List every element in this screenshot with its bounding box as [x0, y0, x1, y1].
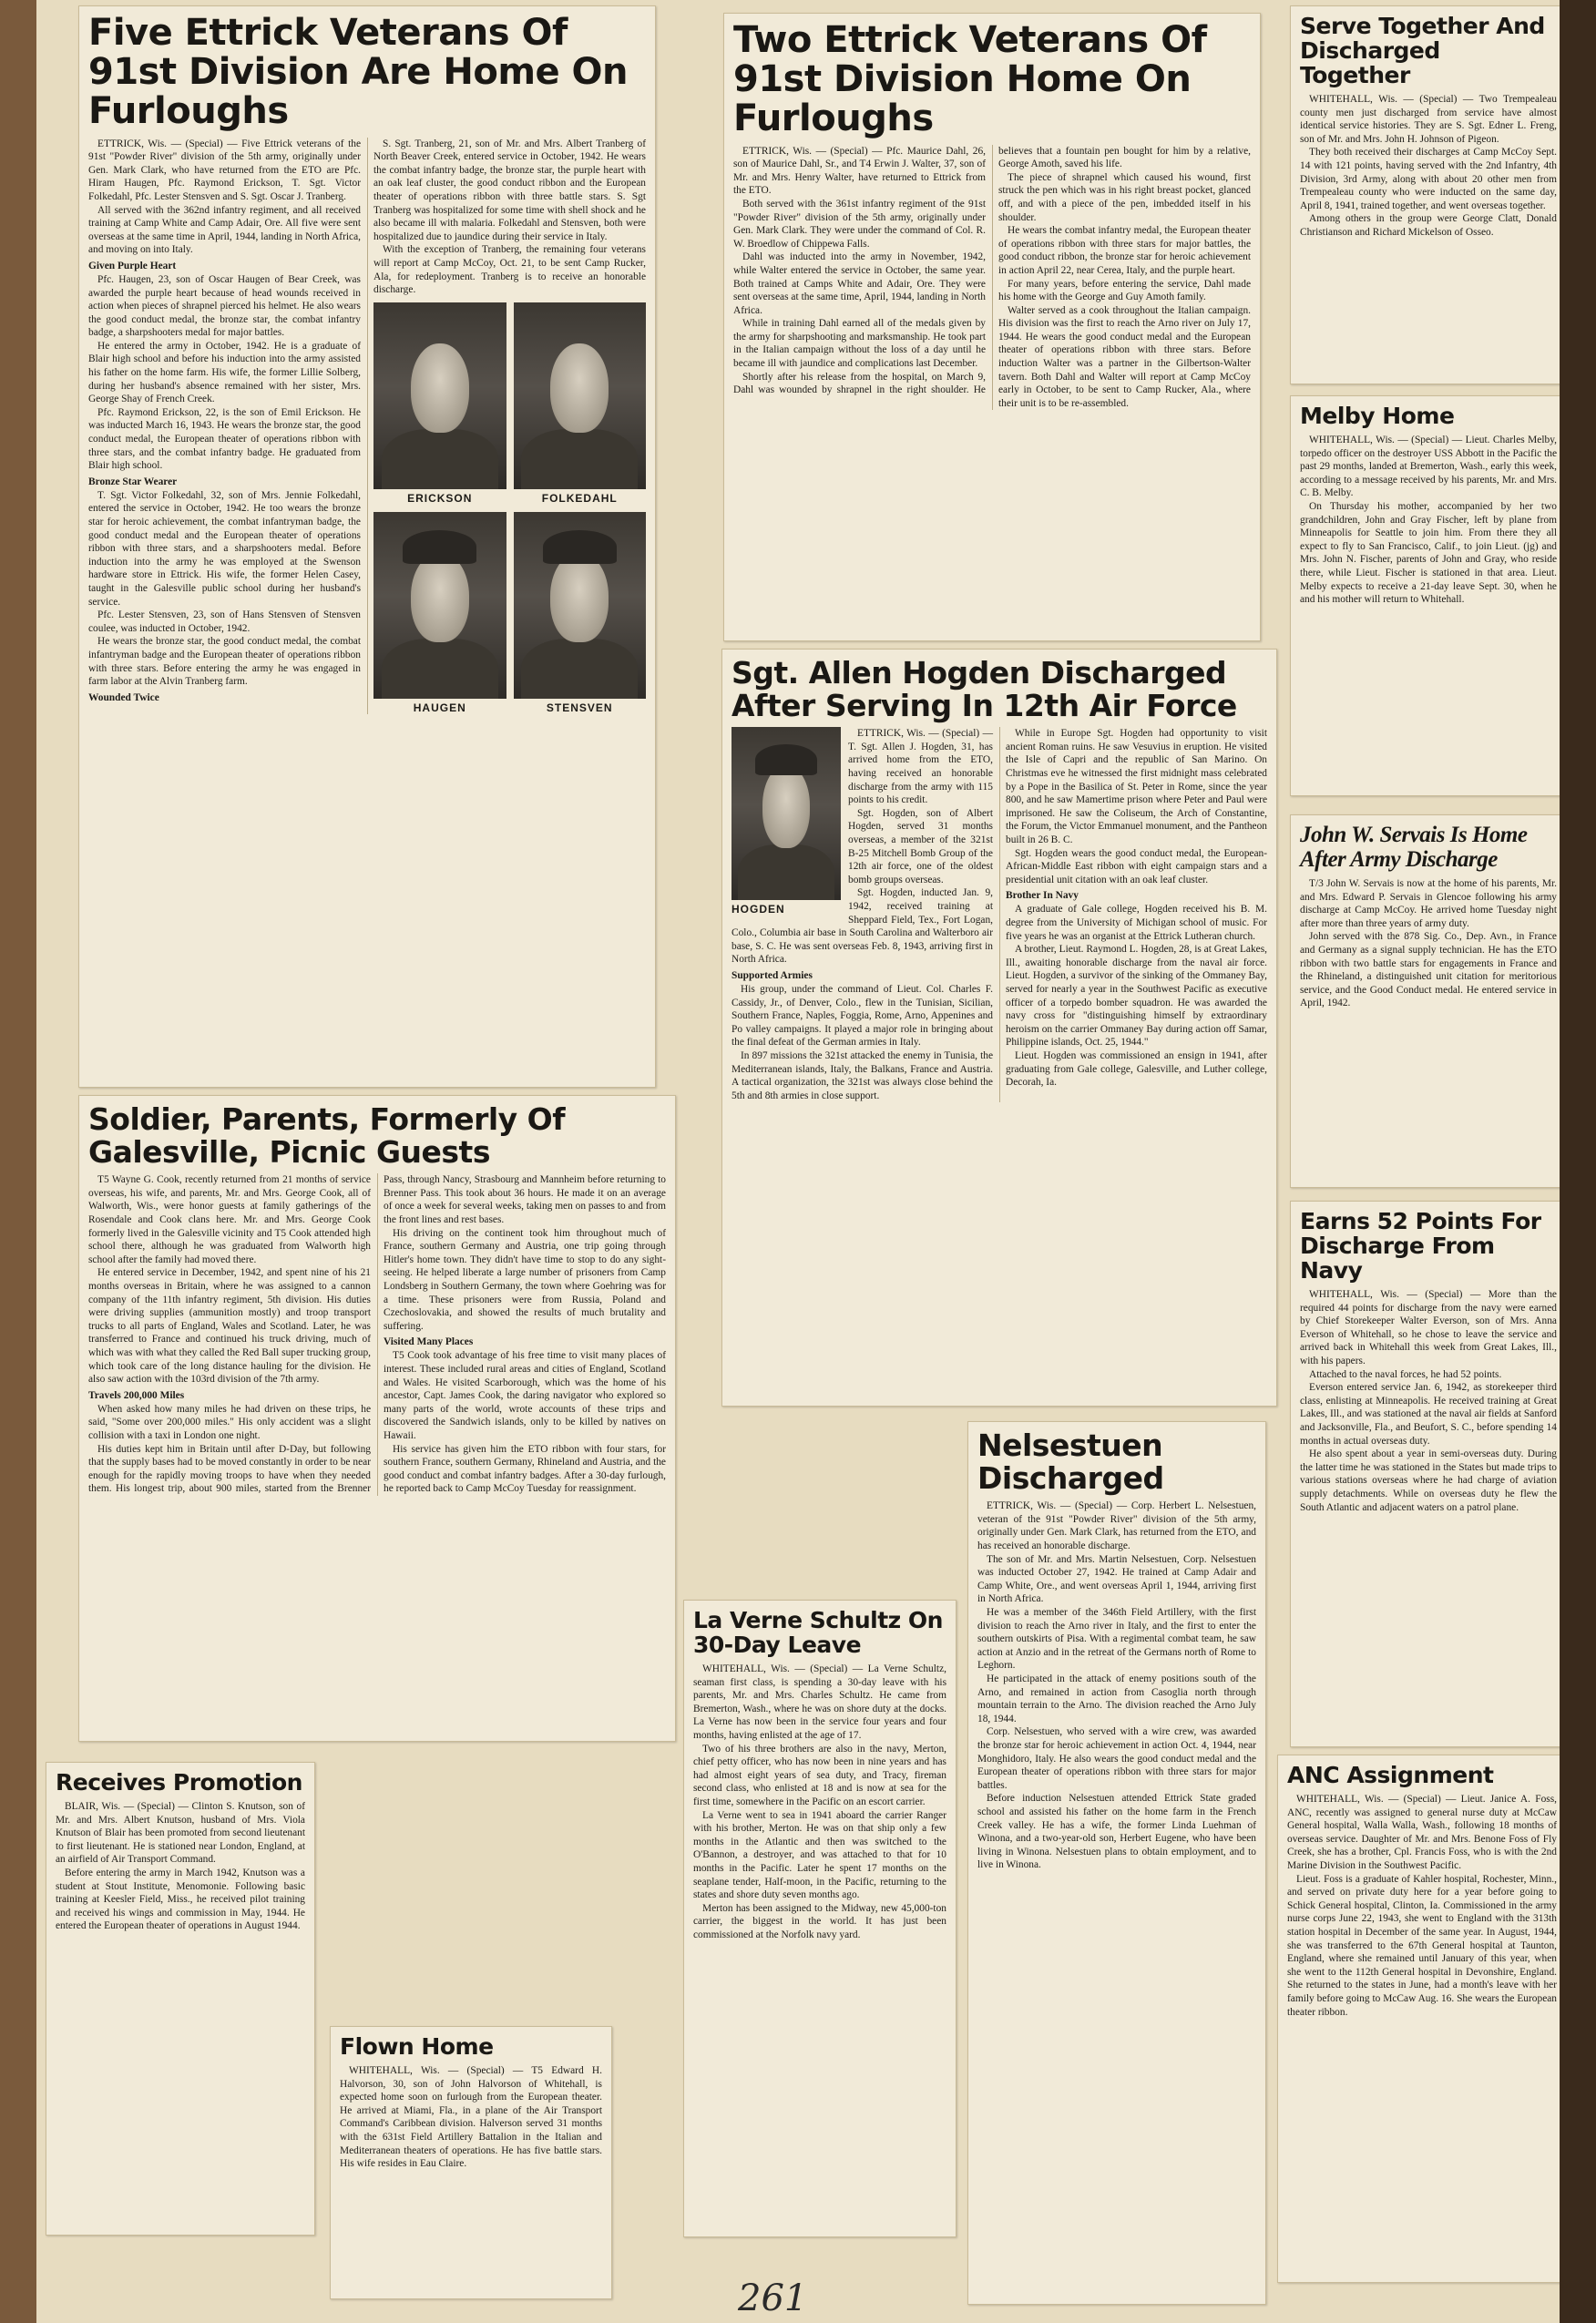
subheading: Supported Armies	[732, 969, 813, 981]
paragraph: His driving on the continent took him throughout much of France, southern Germany and Austria, one trip going through Hitler's home town. They didn't have time to stop to do any sight-seeing. He helped liberate a large number of prisoners from Camp Londsberg in Southern Germany, the town where Goehring was for a time. These prisoners were from Russia, Poland and Czechoslovakia, and showed the results of much brutality and suffering.	[384, 1227, 666, 1332]
article-la-verne-schultz	[683, 1600, 957, 2237]
subheading: Visited Many Places	[384, 1336, 474, 1348]
paragraph: Walter served as a cook throughout the Italian campaign. His division was the first to reach the Arno river on July 17, 1944. He wears the good conduct medal and the European theater of operations ribbon with three stars. Before induction Walter was a partner in the Gilbertson-Walter tavern. Both Dahl and Walter will report at Camp McCoy early in October, to be sent to Camp Rucker, Ala., where their unit is to be re-assembled.	[998, 304, 1251, 409]
paragraph: His service has given him the ETO ribbon with four stars, for southern France, southern Germany, Rhineland and Austria, and the good conduct and combat infantry badges. After a 30-day furlough, he reported back to Camp McCoy Tuesday for reassignment.	[384, 1443, 666, 1495]
article-five-ettrick-veterans	[78, 5, 656, 1088]
headline: Soldier, Parents, Formerly Of Galesville, Picnic Guests	[88, 1101, 566, 1170]
paragraph: WHITEHALL, Wis. — (Special) — More than the required 44 points for discharge from the navy were earned by Chief Storekeeper Walter Everson, son of Mrs. Anna Everson of Whitehall, so he chose to leave the service and arrived back in Whitehall this week from Great Lakes, Ill., with his papers.	[1300, 1289, 1557, 1366]
scanner-edge	[1560, 0, 1596, 2323]
page-number: 261	[738, 2277, 808, 2319]
headline: Five Ettrick Veterans Of 91st Division Are Home On Furloughs	[88, 12, 629, 133]
photo-hogden	[732, 727, 841, 916]
article-nelsestuen-discharged	[967, 1421, 1266, 2305]
paragraph: Lieut. Foss is a graduate of Kahler hospital, Rochester, Minn., and served on private duty here for a year before going to Schick General hospital, Clinton, Ia. Commissioned in the army nurse corps June 22, 1943, she went to England with the 313th station hospital in December of the same year. In August, 1944, she was transferred to the 67th General hospital at Taunton, England, where she remained until January of this year, when she went to the 112th General hospital in Devonshire, England. She returned to the states in June, had a month's leave with her family before going to McCaw Aug. 16. She wears the European theater ribbon.	[1287, 1873, 1557, 2018]
paragraph: Shortly after his release from the hospital, on March 9, Dahl was wounded by shrapnel in the right shoulder. He believes that a fountain pen bought for him by a relative, George Amoth, saved his life.	[733, 145, 1251, 396]
paragraph: Among others in the group were George Clatt, Donald Christianson and Richard Mickelson of Osseo.	[1300, 213, 1557, 238]
article-earns-52-points	[1290, 1201, 1567, 1747]
paragraph: He also spent about a year in semi-overseas duty. During the latter time he was stationed in the States but made trips to various stations overseas where he had charge of aviation supply detachments. While on overseas duty he flew the South Atlantic and adjacent waters on a patrol plane.	[1300, 1448, 1557, 1513]
paragraph: Merton has been assigned to the Midway, new 45,000-ton carrier, the biggest in the world. It has just been commissioned at the Norfolk navy yard.	[693, 1902, 946, 1940]
paragraph: John served with the 878 Sig. Co., Dep. Avn., in France and Germany as a signal supply technician. He has the ETO ribbon with two battle stars for engagements in France and the Rhineland, a distinguished unit citation for meritorious service, and the Good Conduct medal. He entered service in April, 1942.	[1300, 931, 1557, 1009]
photo-caption: FOLKEDAHL	[541, 491, 618, 505]
paragraph: Sgt. Hogden, son of Albert Hogden, served 31 months overseas, a member of the 321st B-25 Mitchell Bomb Group of the 12th air force, one of the oldest bomb groups overseas.	[848, 807, 993, 885]
paragraph: They both received their discharges at Camp McCoy Sept. 14 with 121 points, having served with the 2nd Infantry, 4th Division, 3rd Army, along with about 20 other men from Trempealeau county who were inducted on the same day, April 8, 1941, trained together, and went overseas together.	[1300, 147, 1557, 211]
photo-grid	[373, 302, 646, 714]
article-hogden-discharged	[721, 649, 1277, 1407]
paragraph: With the exception of Tranberg, the remaining four veterans will report at Camp McCoy, Oct. 21, to be sent Camp Rucker, Ala, for redeployment. Tranberg is to receive an honorable discharge.	[373, 244, 646, 296]
paragraph: A brother, Lieut. Raymond L. Hogden, 28, is at Great Lakes, Ill., awaiting honorable discharge from the naval air force. Lieut. Hogden, a survivor of the sinking of the Ommaney Bay, served for nearly a year in the Southwest Pacific as executive officer of a torpedo bomber squadron. He was awarded the navy cross for "distinguishing himself by extraordinary heroism on the carrier Ommaney Bay during action off Samar, Philippine islands, Oct. 25, 1944."	[1006, 944, 1267, 1049]
paragraph: He wears the combat infantry medal, the European theater of operations ribbon with three stars for major battles, the good conduct ribbon, the bronze star for heroic achievement in action April 22, near Cerea, Italy, and the purple heart.	[998, 225, 1251, 276]
paragraph: His duties kept him in Britain until after D-Day, but following that the supply bases had to be moved constantly in order to be near enough for the rapidly moving troops to have when they needed them. His longest trip, about 900 miles, started from the Brenner Pass, through Nancy, Strasbourg and Mannheim before returning to Brenner Pass. This took about 36 hours. He made it on an average of once a week for several weeks, taking men on passes to and from the front lines and rest bases.	[88, 1174, 666, 1495]
paragraph: Pfc. Raymond Erickson, 22, is the son of Emil Erickson. He was inducted March 16, 1943. He wears the bronze star, the good conduct medal, the European theater of operations ribbon with three stars, and the combat infantry badge. He graduated from Blair high school.	[88, 406, 361, 472]
headline: Nelsestuen Discharged	[977, 1428, 1164, 1496]
headline: ANC Assignment	[1287, 1762, 1494, 1788]
paragraph: The son of Mr. and Mrs. Martin Nelsestuen, Corp. Nelsestuen was inducted October 27, 1942. He trained at Camp Adair and Camp White, Ore., and went overseas April 1, 1944, arriving first in North Africa.	[977, 1553, 1256, 1605]
paragraph: T5 Cook took advantage of his free time to visit many places of interest. These included rural areas and cities of England, Scotland and Wales. He visited Scarborough, which was the home of his ancestor, Capt. James Cook, the daring navigator who explored so many parts of the world, wrote accounts of these trips and discovered the Sandwich islands, only to be killed by natives on Hawaii.	[384, 1350, 666, 1441]
paragraph: ETTRICK, Wis. — (Special) — T. Sgt. Allen J. Hogden, 31, has arrived home from the ETO, having received an honorable discharge from the army with 115 points to his credit.	[848, 728, 993, 806]
paragraph: In 897 missions the 321st attacked the enemy in Tunisia, the Mediterranean islands, Italy, the Balkans, France and Austria. A tactical organization, the 321st was always close behind the 5th and 8th armies in close support.	[732, 1049, 993, 1101]
paragraph: ETTRICK, Wis. — (Special) — Pfc. Maurice Dahl, 26, son of Maurice Dahl, Sr., and T4 Erwin J. Walter, 37, son of Mr. and Mrs. Henry Walter, have returned to Ettrick from the ETO.	[733, 145, 986, 197]
paragraph: He was a member of the 346th Field Artillery, with the first division to reach the Arno river in Italy, and the first to enter the southern outskirts of Pisa. With a regimental combat team, he saw action at Anzio and in the retreat of the Germans north of Rome to Leghorn.	[977, 1607, 1256, 1672]
paragraph: For many years, before entering the service, Dahl made his home with the George and Guy Amoth family.	[998, 278, 1251, 303]
paragraph: ETTRICK, Wis. — (Special) — Five Ettrick veterans of the 91st "Powder River" division of the 5th army, originally under Gen. Mark Clark, who have returned from the ETO are Pfc. Hiram Haugen, Pfc. Raymond Erickson, T. Sgt. Victor Folkedahl, Pfc. Lester Stensven and S. Sgt. Oscar J. Tranberg.	[88, 138, 361, 202]
paragraph: Pfc. Lester Stensven, 23, son of Hans Stensven of Stensven coulee, was inducted in October, 1942.	[88, 609, 361, 634]
paragraph: While in training Dahl earned all of the medals given by the army for sharpshooting and marksmanship. He took part in the Italian campaign without the loss of a day until he became ill with jaundice and complications last December.	[733, 318, 986, 370]
headline: Earns 52 Points For Discharge From Navy	[1300, 1208, 1541, 1284]
photo-erickson	[373, 302, 506, 505]
photo-caption: STENSVEN	[546, 701, 613, 714]
headline: Receives Promotion	[56, 1769, 302, 1796]
paragraph: La Verne went to sea in 1941 aboard the carrier Ranger with his brother, Merton. He was on that ship only a few months in the Atlantic and then was switched to the O'Bannon, a destroyer, and was attached to that for 10 months in the Pacific. Later he spent 17 months on the seaplane tender, Half-moon, in the Pacific, returning to the states and shore duty seven months ago.	[693, 1809, 946, 1901]
paragraph: While in Europe Sgt. Hogden had opportunity to visit ancient Roman ruins. He saw Vesuvius in eruption. He visited the Isle of Capri and the republic of San Marino. On Christmas eve he witnessed the first midnight mass celebrated by a Pope in the Basilica of St. Peter in Rome, since the year 800, and he saw Mamertime prison where Peter and Paul were imprisoned. He saw the Coliseum, the Arch of Constantine, the Forum, the Victor Emmanuel monument, and the Pantheon built in 26 B. C.	[1006, 728, 1267, 845]
paragraph: WHITEHALL, Wis. — (Special) — Two Trempealeau county men just discharged from service have almost identical service histories. They are S. Sgt. Edner L. Freng, son of Mr. and Mrs. John H. Johnson of Pigeon.	[1300, 94, 1557, 145]
paragraph: On Thursday his mother, accompanied by her two grandchildren, John and Gray Fischer, left by plane from Minneapolis for Seattle to join him. From there they all expect to fly to San Francisco, Calif., to join Lieut. (jg) and Mrs. John N. Fischer, parents of John and Gray, who reside there, while Lieut. Fischer is stationed in that area. Lieut. Melby expects to receive a 21-day leave Sept. 30, when he and his mother will return to Whitehall.	[1300, 500, 1557, 606]
article-servais	[1290, 814, 1567, 1188]
paragraph: When asked how many miles he had driven on these trips, he said, "Some over 200,000 miles." His only accident was a slight collision with a taxi in London one night.	[88, 1403, 371, 1441]
paragraph: He entered service in December, 1942, and spent nine of his 21 months overseas in Britain, where he was assigned to a cannon company of the 11th infantry regiment, 5th division. His duties were driving supplies (ammunition mostly) and troop transport trucks to all parts of England, Wales and Scotland. Later, he was transferred to France and continued his truck driving, much of which was with what they called the Red Ball super trucking group, which took care of the long distance hauling for the division. He also saw action with the 103rd division of the 7th army.	[88, 1267, 371, 1386]
portrait-image	[514, 512, 647, 699]
paragraph: Everson entered service Jan. 6, 1942, as storekeeper third class, enlisting at Minneapolis. He received training at Great Lakes, Ill., and was stationed at the naval air fields at Sanford and Jacksonville, Fla., and Beufort, S. C., before spending 14 months in actual overseas duty.	[1300, 1382, 1557, 1447]
paragraph: Pfc. Haugen, 23, son of Oscar Haugen of Bear Creek, was awarded the purple heart because of head wounds received in action when pieces of shrapnel pierced his helmet. He also wears the good conduct medal, the bronze star, the combat infantry badge, a sharpshooters medal for major battles.	[88, 273, 361, 339]
subheading: Wounded Twice	[88, 691, 159, 703]
paragraph: Before induction Nelsestuen attended Ettrick State graded school and assisted his father on the home farm in the French Creek valley. He has a wife, the former Linda Luehman of Winona, and a two-year-old son, Herbert Eugene, who have been living in Winona. Nelsestuen plans to obtain employment, and to live in Winona.	[977, 1793, 1256, 1871]
photo-folkedahl	[514, 302, 647, 505]
article-two-ettrick-veterans	[723, 13, 1261, 641]
paragraph: Two of his three brothers are also in the navy, Merton, chief petty officer, who has now been in nine years and has had almost eight years of sea duty, and Tracy, fireman second class, who enlisted at 18 and is now at sea for the first time, somewhere in the Pacific on an escort carrier.	[693, 1743, 946, 1807]
headline: Sgt. Allen Hogden Discharged After Serving In 12th Air Force	[732, 655, 1237, 723]
paragraph: Both served with the 361st infantry regiment of the 91st "Powder River" division of the 5th army, originally under Gen. Mark Clark. They were under the command of Col. R. W. Broedlow of Chippewa Falls.	[733, 198, 986, 250]
photo-caption: HAUGEN	[413, 701, 466, 714]
paragraph: WHITEHALL, Wis. — (Special) — Lieut. Charles Melby, torpedo officer on the destroyer USS Abbott in the Pacific the past 29 months, landed at Bremerton, Wash., early this week, according to a message received by his parents, Mr. and Mrs. C. B. Melby.	[1300, 435, 1557, 499]
portrait-image	[373, 302, 506, 489]
paragraph: Corp. Nelsestuen, who served with a wire crew, was awarded the bronze star for heroic achievement in action Oct. 4, 1944, near Monghidoro, Italy. He also wears the good conduct medal and the European theater of operations ribbon with three stars for major battles.	[977, 1726, 1256, 1791]
article-anc-assignment	[1277, 1755, 1567, 2283]
subheading: Given Purple Heart	[88, 260, 177, 271]
photo-haugen	[373, 512, 506, 714]
subheading: Bronze Star Wearer	[88, 476, 178, 487]
paragraph: His group, under the command of Lieut. Col. Charles F. Cassidy, Jr., of Denver, Colo., flew in the Tunisian, Sicilian, Southern France, Naples, Foggia, Rome, Arno, Appenines and Po valley campaigns. It played a major role in bringing about the final defeat of the German armies in Italy.	[732, 983, 993, 1049]
portrait-image	[373, 512, 506, 699]
paragraph: Before entering the army in March 1942, Knutson was a student at Stout Institute, Menomonie. Following basic training at Keesler Field, Miss., he received pilot training and received his wings and commission in May, 1944. He entered the European theater of operations in August 1944.	[56, 1867, 305, 1932]
headline: Two Ettrick Veterans Of 91st Division Home On Furloughs	[733, 19, 1207, 140]
paragraph: BLAIR, Wis. — (Special) — Clinton S. Knutson, son of Mr. and Mrs. Albert Knutson, husband of Mrs. Viola Knutson of Blair has been promoted from second lieutenant to first lieutenant. He is stationed near London, England, at an airfield of Air Transport Command.	[56, 1801, 305, 1866]
paragraph: WHITEHALL, Wis. — (Special) — La Verne Schultz, seaman first class, is spending a 30-day leave with his parents, Mr. and Mrs. Charles Schultz. He came from Bremerton, Wash., where he was on shore duty at the docks. La Verne has now been in the service four years and four months, having enlisted at the age of 17.	[693, 1663, 946, 1741]
photo-caption: ERICKSON	[407, 491, 473, 505]
paragraph: Dahl was inducted into the army in November, 1942, while Walter entered the service in October, the same year. Both trained at Camps White and Adair, Ore. They were sent overseas at the same time, April, 1944, landing in North Africa.	[733, 251, 986, 316]
paragraph: Sgt. Hogden wears the good conduct medal, the European-African-Middle East ribbon with eight campaign stars and a presidential unit citation with an oak leaf cluster.	[1006, 847, 1267, 885]
paragraph: WHITEHALL, Wis. — (Special) — T5 Edward H. Halvorson, 30, son of John Halvorson of Whitehall, is expected home soon on furlough from the European theater. He arrived at Miami, Fla., in a plane of the Air Transport Command's Caribbean division. Halverson served 31 months with the 631st Field Artillery Battalion in the Italian and Mediterranean theaters of operations. He has five battle stars. His wife resides in Eau Claire.	[340, 2065, 602, 2170]
photo-caption: HOGDEN	[732, 903, 785, 916]
article-soldier-parents-picnic	[78, 1095, 676, 1742]
portrait-image	[514, 302, 647, 489]
paragraph: All served with the 362nd infantry regiment, and all received training at Camp White and Camp Adair, Ore. All five were sent overseas at the same time in April, 1944, landing in North Africa, and moving on into Italy.	[88, 204, 361, 256]
article-receives-promotion	[46, 1762, 315, 2236]
paragraph: The piece of shrapnel which caused his wound, first struck the pen which was in his right breast pocket, glanced off, and with a piece of the pen, imbedded itself in his shoulder.	[998, 171, 1251, 223]
headline: Flown Home	[340, 2033, 494, 2060]
paragraph: He wears the bronze star, the good conduct medal, the combat infantryman badge and the European theater of operations ribbon with three stars. Before entering the army he was engaged in farm labor at the Alvin Tranberg farm.	[88, 636, 361, 688]
scrapbook-page	[36, 0, 1567, 2323]
paragraph: Lieut. Hogden was commissioned an ensign in 1941, after graduating from Gale college, Galesville, and Luther college, Decorah, Ia.	[1006, 1049, 1267, 1089]
paragraph: ETTRICK, Wis. — (Special) — Corp. Herbert L. Nelsestuen, veteran of the 91st "Powder River" division of the 5th army, originally under Gen. Mark Clark, has returned from the ETO, and has received an honorable discharge.	[977, 1500, 1256, 1552]
portrait-image	[732, 727, 841, 900]
photo-stensven	[514, 512, 647, 714]
paragraph: T5 Wayne G. Cook, recently returned from 21 months of service overseas, his wife, and parents, Mr. and Mrs. George Cook, all of Walworth, Wis., were honor guests at family gatherings of the Rosendale and Cook clans here. Mr. and Mrs. George Cook formerly lived in the Galesville vicinity and T5 Cook attended high school there, although he was graduated from Walworth high school after the family had moved there.	[88, 1174, 371, 1265]
headline: Serve Together And Discharged Together	[1300, 13, 1545, 88]
paragraph: T. Sgt. Victor Folkedahl, 32, son of Mrs. Jennie Folkedahl, entered the service in October, 1942. He too wears the bronze star for heroic achievement, the combat infantryman badge, the good conduct medal and the European theater of operations ribbon with three stars, and a sharpshooters medal. Before induction into the army he was employed at the Swenson hardware store in Ettrick. His wife, the former Helen Casey, taught in the Galesville public school during her husband's service.	[88, 489, 361, 608]
article-melby-home	[1290, 395, 1567, 796]
subheading: Travels 200,000 Miles	[88, 1389, 185, 1401]
paragraph: WHITEHALL, Wis. — (Special) — Lieut. Janice A. Foss, ANC, recently was assigned to general nurse duty at McCaw General hospital, Walla Walla, Wash., following 18 months of overseas service. Daughter of Mr. and Mrs. Benone Foss of Fly Creek, she has a brother, Cpl. Francis Foss, who is with the 2nd Marine Division in the Southwest Pacific.	[1287, 1794, 1557, 1871]
article-flown-home	[330, 2026, 612, 2299]
article-serve-together	[1290, 5, 1567, 384]
paragraph: T/3 John W. Servais is now at the home of his parents, Mr. and Mrs. Edward P. Servais in Glencoe following his army discharge at Camp McCoy. He arrived home Tuesday night after more than three years of army duty.	[1300, 878, 1557, 929]
subheading: Brother In Navy	[1006, 890, 1079, 902]
paragraph: Attached to the naval forces, he had 52 points.	[1309, 1368, 1502, 1380]
paragraph: S. Sgt. Tranberg, 21, son of Mr. and Mrs. Albert Tranberg of North Beaver Creek, entered service in October, 1942. He wears the combat infantry badge, the bronze star, the purple heart with an oak leaf cluster, the good conduct ribbon and the European theater of operations ribbon with three battle stars. S. Sgt Tranberg was hospitalized for some time with shell shock and he also became ill with malaria. Folkedahl and Stensven, both were hospitalized due to jaundice during their service in Italy.	[373, 138, 646, 242]
headline: La Verne Schultz On 30-Day Leave	[693, 1607, 943, 1658]
paragraph: He entered the army in October, 1942. He is a graduate of Blair high school and before his induction into the army assisted his father on the home farm. His wife, the former Lillie Solberg, during her husband's absence remained with her sister, Mrs. George Shay of French Creek.	[88, 340, 361, 405]
headline: John W. Servais Is Home After Army Discharge	[1300, 823, 1528, 872]
headline: Melby Home	[1300, 403, 1455, 429]
paragraph: A graduate of Gale college, Hogden received his B. M. degree from the University of Michigan school of music. For five years he was an organist at the Ettrick Lutheran church.	[1006, 904, 1267, 942]
paragraph: Sgt. Hogden, inducted Jan. 9, 1942, received training at Sheppard Field, Tex., Fort Logan, Colo., Columbia air base in South Carolina and Walterboro air base, S. C. He was sent overseas Feb. 8, 1943, arriving first in North Africa.	[732, 887, 993, 966]
paragraph: He participated in the attack of enemy positions south of the Arno, and remained in action from Casoglia north through mountain terrain to the Arno. The division reached the Arno July 18, 1944.	[977, 1673, 1256, 1724]
